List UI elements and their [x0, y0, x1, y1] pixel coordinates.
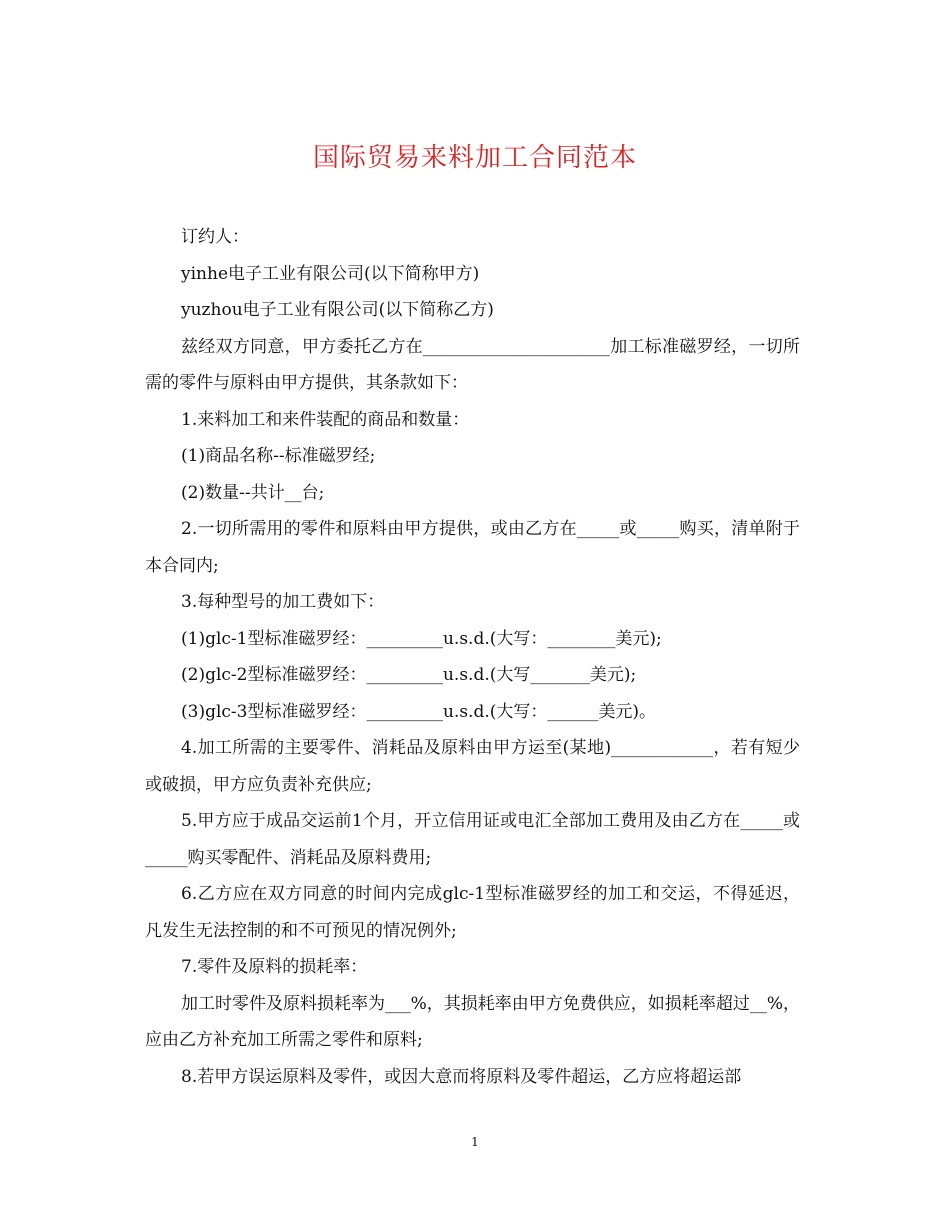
paragraph-party-a: yinhe电子工业有限公司(以下简称甲方) — [181, 263, 480, 284]
page-title: 国际贸易来料加工合同范本 — [312, 143, 637, 173]
paragraph-clause-3-item-3: (3)glc-3型标准磁罗经：_________u.s.d.(大写：______美元)。 — [181, 701, 657, 722]
paragraph-clause-3-item-2: (2)glc-2型标准磁罗经：_________u.s.d.(大写_______美元); — [181, 665, 637, 685]
paragraph-clause-3-item-1: (1)glc-1型标准磁罗经：_________u.s.d.(大写：________美元); — [181, 628, 662, 649]
paragraph-clause-4: 4.加工所需的主要零件、消耗品及原料由甲方运至(某地)____________，若有短少或破损，甲方应负责补充供应; — [145, 738, 800, 795]
paragraph-clause-1: 1.来料加工和来件装配的商品和数量： — [181, 409, 470, 430]
paragraph-clause-1-item-2: (2)数量--共计__台; — [181, 482, 325, 503]
paragraph-clause-5: 5.甲方应于成品交运前1个月，开立信用证或电汇全部加工费用及由乙方在_____或_____购买零配件、消耗品及原料费用; — [145, 811, 800, 868]
paragraph-parties-heading: 订约人： — [181, 227, 249, 247]
paragraph-party-b: yuzhou电子工业有限公司(以下简称乙方) — [181, 300, 494, 320]
paragraph-clause-6: 6.乙方应在双方同意的时间内完成glc-1型标准磁罗经的加工和交运，不得延迟，凡发生无法控制的和不可预见的情况例外; — [145, 884, 800, 941]
paragraph-clause-8: 8.若甲方误运原料及零件，或因大意而将原料及零件超运，乙方应将超运部 — [181, 1066, 742, 1087]
paragraph-preamble: 兹经双方同意，甲方委托乙方在______________________加工标准磁罗经，一切所需的零件与原料由甲方提供，其条款如下： — [145, 336, 800, 393]
paragraph-clause-7-detail: 加工时零件及原料损耗率为___%，其损耗率由甲方免费供应，如损耗率超过__%，应由乙方补充加工所需之零件和原料; — [145, 993, 800, 1050]
paragraph-clause-3: 3.每种型号的加工费如下： — [181, 592, 385, 612]
paragraph-clause-1-item-1: (1)商品名称--标准磁罗经; — [181, 446, 376, 466]
contract-body — [145, 219, 800, 1095]
paragraph-clause-7: 7.零件及原料的损耗率： — [181, 957, 368, 977]
paragraph-clause-2: 2.一切所需用的零件和原料由甲方提供，或由乙方在_____或_____购买，清单附于本合同内; — [145, 519, 800, 576]
page-number: 1 — [471, 1135, 479, 1149]
